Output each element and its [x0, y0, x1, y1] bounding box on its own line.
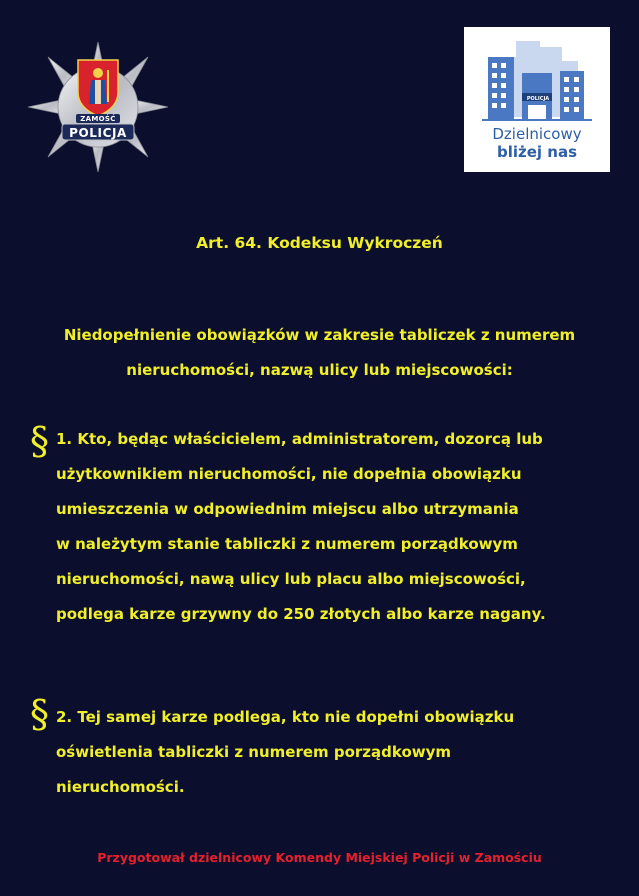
paragraph-1	[56, 422, 626, 632]
paragraph-line: 1. Kto, będąc właścicielem, administratorem, dozorcą lub	[56, 430, 543, 448]
paragraph-symbol-icon: §	[30, 692, 49, 736]
paragraph-line: podlega karze grzywny do 250 złotych albo karze nagany.	[56, 605, 546, 623]
footer-credit: Przygotował dzielnicowy Komendy Miejskiej Policji w Zamościu	[97, 850, 542, 865]
paragraph-line: umieszczenia w odpowiednim miejscu albo utrzymania	[56, 500, 519, 518]
article-title: Art. 64. Kodeksu Wykroczeń	[196, 234, 443, 252]
paragraph-line: 2. Tej samej karze podlega, kto nie dopełni obowiązku	[56, 708, 515, 726]
badge-police-label: POLICJA	[69, 126, 127, 140]
police-badge-logo	[26, 40, 170, 174]
paragraph-line: użytkownikiem nieruchomości, nie dopełnia obowiązku	[56, 465, 522, 483]
paragraph-line: w należytym stanie tabliczki z numerem porządkowym	[56, 535, 518, 553]
paragraph-line: nieruchomości.	[56, 778, 185, 796]
city-buildings-icon	[464, 27, 610, 127]
article-intro	[30, 318, 609, 388]
paragraph-symbol-icon: §	[30, 419, 49, 463]
logo-title: Dzielnicowy	[492, 125, 582, 143]
dzielnicowy-logo	[464, 27, 610, 172]
intro-line: nieruchomości, nazwą ulicy lub miejscowości:	[126, 361, 513, 379]
police-star-icon	[26, 40, 170, 174]
paragraph-line: nieruchomości, nawą ulicy lub placu albo miejscowości,	[56, 570, 526, 588]
paragraph-2	[56, 700, 626, 805]
paragraph-line: oświetlenia tabliczki z numerem porządkowym	[56, 743, 452, 761]
badge-town-label: ZAMOŚĆ	[80, 115, 116, 123]
logo-police-tag: POLICJA	[526, 96, 550, 102]
intro-line: Niedopełnienie obowiązków w zakresie tabliczek z numerem	[63, 326, 576, 344]
logo-subtitle: bliżej nas	[496, 143, 578, 161]
